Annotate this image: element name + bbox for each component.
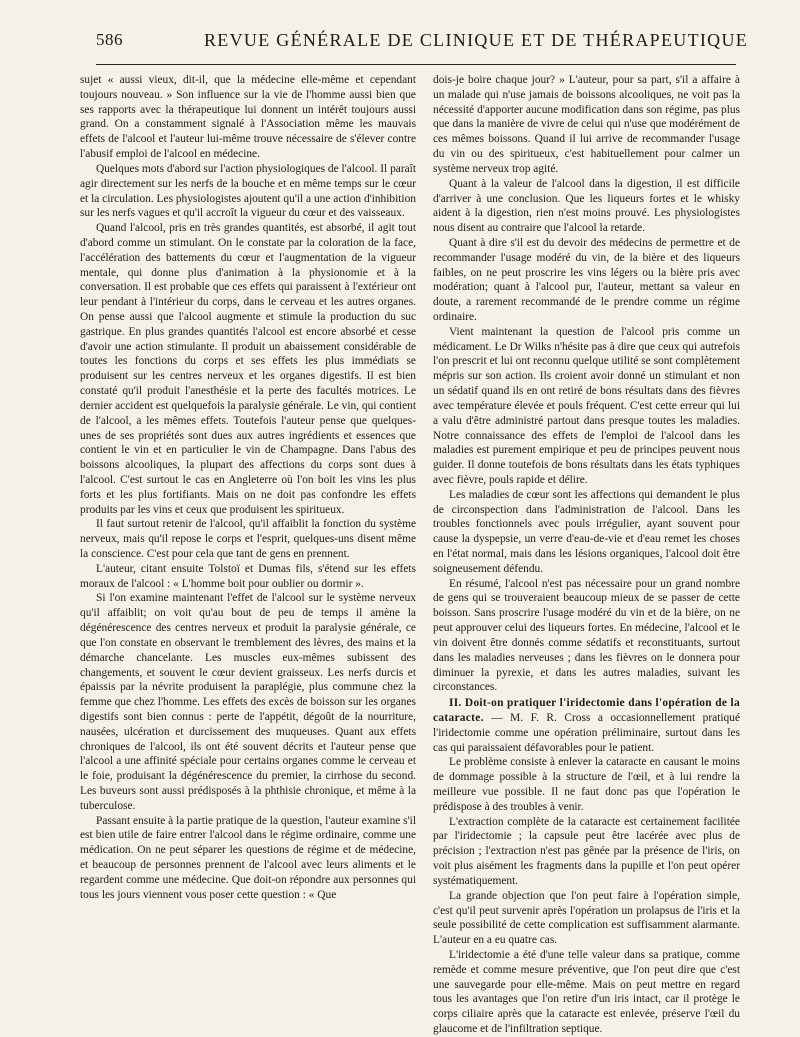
- section-heading: II. Doit-on pratiquer l'iridectomie dans l'opération de la cataracte.: [433, 697, 740, 724]
- paragraph: Quant à dire s'il est du devoir des médecins de permettre et de recommander l'usage modéré du vin, de la bière et des liqueurs faibles, on ne peut proscrire les vins légers ou la bière pris avec modération; quant à l'alcool pur, l'auteur, mettant sa valeur en doute, a rarement recommandé de le prendre comme un régime ordinaire.: [433, 236, 740, 323]
- header-rule: [96, 64, 736, 65]
- paragraph: Quand l'alcool, pris en très grandes quantités, est absorbé, il agit tout d'abord comme un stimulant. On le constate par la coloration de la face, l'accélération des battements du cœur et l'augmentation de la vigueur mentale, qui donne plus d'animation à la physionomie et à la conversation. Il est probable que ces effets qui paraissent à l'extérieur ont leur pendant à l'intérieur du corps, dans le cerveau et les autres organes. On pense aussi que l'alcool augmente et stimule la production du suc gastrique. En plus grandes quantités l'alcool est encore absorbé et cesse d'avoir une action stimulante. Il produit un abaissement considérable de toutes les fonctions du corps et ses effets les plus immédiats se produisent sur les centres nerveux et les organes digestifs. Il est bien constaté qu'il produit l'anesthésie et la perte des facultés motrices. Le dernier accident est quelquefois la paralysie générale. Le vin, qui contient de l'alcool, a les mêmes effets. Toutefois l'auteur pense que quelques-unes de ses propriétés sont dues aux autres ingrédients et essences que contient le vin et en particulier le vin de Champagne. Dans l'abus des boissons alcooliques, la plupart des affections du corps sont dues à l'alcool. C'est surtout le cas en Angleterre où l'on boit les vins les plus forts et les plus fortifiants. Mais on ne doit pas confondre les effets produits par les vins et ceux que produisent les spiritueux.: [80, 222, 416, 516]
- running-title: REVUE GÉNÉRALE DE CLINIQUE ET DE THÉRAPEUTIQUE: [204, 30, 749, 50]
- right-column: [433, 73, 740, 1035]
- page-number: 586: [96, 30, 123, 49]
- paragraph: Si l'on examine maintenant l'effet de l'alcool sur le système nerveux qu'il affaiblit; on voit qu'au bout de peu de temps il amène la dégénérescence des centres nerveux et produit la paralysie générale, ce que l'on constate en observant le tremblement des lèvres, des mains et la démarche chancelante. Les muscles eux-mêmes subissent des changements, et souvent le cœur devient graisseux. Les nerfs durcis et épaissis par la névrite produisent la paraplégie, plus commune chez la femme que chez l'homme. Les effets des excès de boisson sur les organes digestifs sont bien connus : perte de l'appétit, dégoût de la nourriture, nausées, ulcération et durcissement des muqueuses. Quant aux effets chroniques de l'alcool, ils ont été souvent décrits et l'auteur pense que l'alcool a une affinité spéciale pour certains organes comme le cerveau et le foie, produisant la dégénérescence du premier, la cirrhose du second. Les buveurs sont aussi prédisposés à la phthisie chronique, et même à la tuberculose.: [80, 592, 416, 812]
- section-lead: — M. F. R. Cross a occasionnellement pratiqué l'iridectomie comme une opération préliminaire, surtout dans les cas qui paraissaient défavorables pour le patient.: [433, 711, 740, 754]
- paragraph: Passant ensuite à la partie pratique de la question, l'auteur examine s'il est bien utile de faire entrer l'alcool dans le régime ordinaire, comme une médication. On ne peut séparer les questions de régime et de médecine, et beaucoup de personnes prennent de l'alcool avec leurs aliments et le regardent comme une médecine. Que doit-on répondre aux personnes qui tous les jours viennent vous poser cette question : « Que: [80, 814, 416, 901]
- paragraph: La grande objection que l'on peut faire à l'opération simple, c'est qu'il peut survenir après l'opération un prolapsus de l'iris et la seule possibilité de cette complication est suffisamment alarmante. L'auteur en a eu quatre cas.: [433, 889, 740, 947]
- paragraph: sujet « aussi vieux, dit-il, que la médecine elle-même et cependant toujours nouveau. » Son influence sur la vie de l'homme aussi bien que ses rapports avec la thérapeutique lui donnent un intérêt toujours aussi grand. On a constamment signalé à l'Association même les mauvais effets de l'alcool et l'auteur lui-même trouve nécessaire de s'élever contre l'abusif emploi de l'alcool en médecine.: [80, 74, 416, 161]
- paragraph: L'iridectomie a été d'une telle valeur dans sa pratique, comme remède et comme mesure préventive, que l'on peut dire que c'est une sauvegarde pour elle-même. Mais on peut mettre en regard tous les avantages que l'on retire d'un iris intact, car il protège le corps ciliaire après que la cataracte est enlevée, préserve l'œil du glaucome et de l'infiltration septique.: [433, 948, 740, 1035]
- section-paragraph: [433, 696, 740, 755]
- paragraph: dois-je boire chaque jour? » L'auteur, pour sa part, s'il a affaire à un malade qui n'use jamais de boissons alcooliques, ne voit pas la nécessité d'apporter aucune modification dans son régime, pas plus que dans la manière de vivre de celui qui n'use que modérément de ces mêmes boissons. Quand il lui arrive de recommander l'usage du vin ou des spiritueux, c'est habituellement pour calmer un système nerveux trop agité.: [433, 74, 740, 175]
- paragraph: Quelques mots d'abord sur l'action physiologiques de l'alcool. Il paraît agir directement sur les nerfs de la bouche et en même temps sur le cœur et la circulation. Les physiologistes ajoutent qu'il a une action d'inhibition sur les nerfs vagues et qu'il accroît la vigueur du cœur et des vaisseaux.: [80, 162, 416, 220]
- paragraph: Il faut surtout retenir de l'alcool, qu'il affaiblit la fonction du système nerveux, mais qu'il repose le corps et l'esprit, quelques-uns disent même la conscience. C'est pour cela que tant de gens en prennent.: [80, 518, 416, 560]
- paragraph: Vient maintenant la question de l'alcool pris comme un médicament. Le Dr Wilks n'hésite pas à dire que ceux qui autrefois l'on prescrit et lui ont reconnu quelque utilité se sont complètement mépris sur son action. Ils croient avoir donné un stimulant et non un sédatif quand ils en ont retiré de bons résultats dans des fièvres avec température élevée et pouls fréquent. C'est cette erreur qui lui a valu d'être administré partout dans presque toutes les maladies. Notre connaissance des effets de l'emploi de l'alcool dans les maladies est purement empirique et peu de principes peuvent nous guider. Il donne toutefois de bons résultats dans les états typhiques avec fièvre, pouls rapide et délire.: [433, 325, 740, 486]
- paragraph: Quant à la valeur de l'alcool dans la digestion, il est difficile d'arriver à une conclusion. Que les liqueurs fortes et le whisky aident à la digestion, rien n'est moins prouvé. Les physiologistes nous disent au contraire que l'alcool la retarde.: [433, 177, 740, 235]
- paragraph: L'auteur, citant ensuite Tolstoï et Dumas fils, s'étend sur les effets moraux de l'alcool : « L'homme boit pour oublier ou dormir ».: [80, 562, 416, 590]
- left-column: [80, 73, 416, 1018]
- text-columns: [80, 73, 740, 1035]
- paragraph: L'extraction complète de la cataracte est certainement facilitée par l'iridectomie ; la capsule peut être lacérée avec plus de précision ; l'extraction n'est pas gênée par la présence de l'iris, on voit plus aisément les fragments dans la pupille et l'on peut opérer systématiquement.: [433, 815, 740, 887]
- page-header: [96, 26, 749, 56]
- paragraph: En résumé, l'alcool n'est pas nécessaire pour un grand nombre de gens qui se trouveraient beaucoup mieux de se passer de cette boisson. Sans proscrire l'usage modéré du vin et de la bière, on ne peut approuver celui des liqueurs fortes. En médecine, l'alcool et le vin doivent être donnés comme sédatifs et reconstituants, surtout dans les maladies nerveuses ; dans les fièvres on le donnera pour diminuer la pyrexie, et dans les autres maladies, suivant les circonstances.: [433, 577, 740, 694]
- paragraph: Les maladies de cœur sont les affections qui demandent le plus de circonspection dans l'administration de l'alcool. Dans les troubles fonctionnels avec pouls irrégulier, ayant souvent pour cause la dyspepsie, un verre d'eau-de-vie et d'eau remet les choses en l'état normal, mais dans les lésions organiques, l'alcool doit être soigneusement défendu.: [433, 488, 740, 575]
- paragraph: Le problème consiste à enlever la cataracte en causant le moins de dommage possible à la structure de l'œil, et à lui rendre la meilleure vue possible. Il ne faut donc pas que l'opération le prédispose à des troubles à venir.: [433, 756, 740, 813]
